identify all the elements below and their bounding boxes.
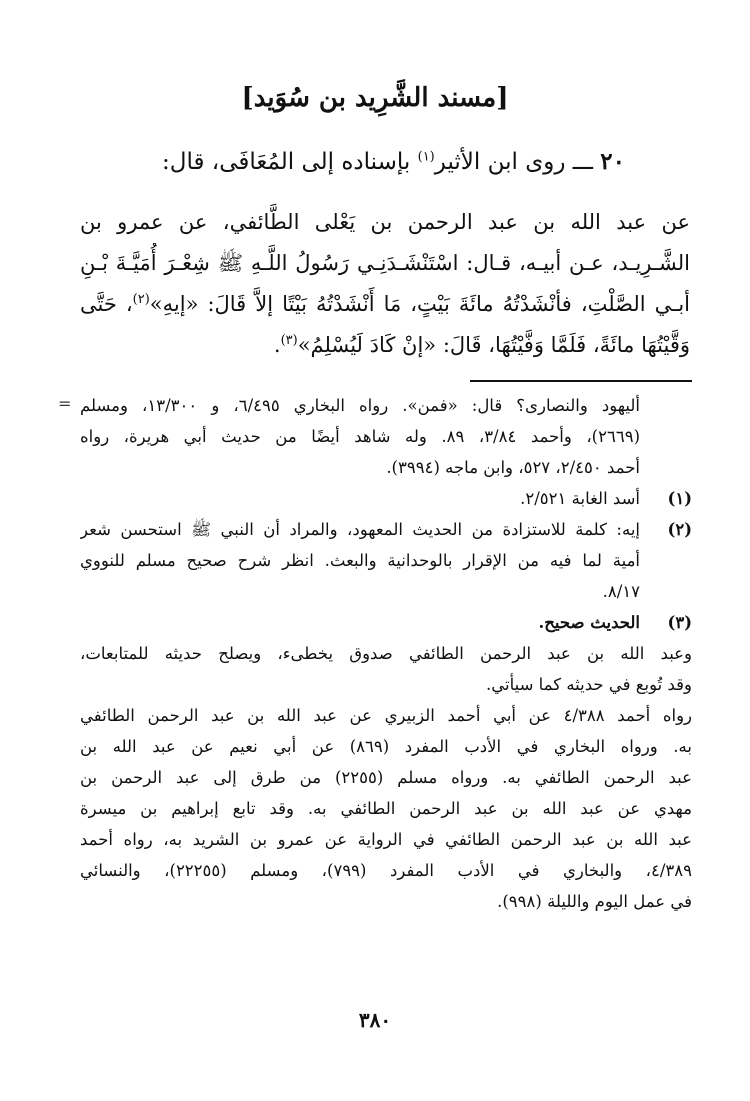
continued-line-3: أحمد ٢/٤٥٠، ٥٢٧، وابن ماجه (٣٩٩٤). <box>386 458 640 477</box>
hadith-text <box>80 202 690 366</box>
footnote-ref-2: (٢) <box>132 292 150 307</box>
footnote-2-number: (٢) <box>667 520 692 539</box>
footnote-3-line-8: ٤/٣٨٩، والبخاري في الأدب المفرد (٧٩٩)، ومسلم (٢٢٢٥٥)، والنسائي <box>80 861 692 880</box>
hadith-number: ٢٠ <box>600 148 625 175</box>
footnote-3-line-2: وقد تُوبع في حديثه كما سيأتي. <box>486 675 692 694</box>
footnote-ref-1: (١) <box>417 149 435 165</box>
footnote-3-line-9: في عمل اليوم والليلة (٩٩٨). <box>497 892 692 911</box>
hadith-line-3: أبـي الصَّلْتِ، فأنْشَدْتُهُ مائَةَ بَيْتٍ، مَا أَنْشَدْتُهُ بَيْتًا إلاَّ قَالَ: «إيهِ»$^{(٢)}$، حَتَّى <box>80 292 690 316</box>
footnote-2-line-1: إيه: كلمة للاستزادة من الحديث المعهود، والمراد أن النبي ﷺ استحسن شعر <box>80 520 640 539</box>
footnote-1-number: (١) <box>667 489 692 508</box>
footnote-separator <box>470 380 692 382</box>
hadith-line-2: الشَّـرِيـد، عـن أبيـه، قـال: اسْتَنْشَـدَنِـي رَسُولُ اللَّـهِ ﷺ شِعْـرَ أُمَيَّـةَ بْـنِ <box>80 251 690 275</box>
footnote-3-line-1: وعبد الله بن عبد الرحمن الطائفي صدوق يخطىء، ويصلح حديثه للمتابعات، <box>80 644 692 663</box>
footnote-3-number: (٣) <box>667 613 692 632</box>
footnote-2-line-3: ٨/١٧. <box>602 582 640 601</box>
intro-text-before: روى ابن الأثير <box>434 149 566 175</box>
footnote-3-line-7: عبد الله بن عبد الرحمن الطائفي في الرواية عن عمرو بن الشريد به، رواه أحمد <box>80 830 692 849</box>
intro-text-after: بإسناده إلى المُعَافَى، قال: <box>162 149 411 175</box>
footnote-3 <box>80 607 692 917</box>
footnote-3-line-5: عبد الرحمن الطائفي به. ورواه مسلم (٢٢٥٥) من طرق إلى عبد الرحمن بن <box>80 768 692 787</box>
hadith-intro <box>105 142 625 182</box>
page-number: ٣٨٠ <box>358 1008 392 1032</box>
footnote-3-line-3: رواه أحمد ٤/٣٨٨ عن أبي أحمد الزبيري عن عبد الله بن عبد الرحمن الطائفي <box>80 706 692 725</box>
footnote-ref-3: (٣) <box>280 333 298 348</box>
hadith-line-1: عن عبد الله بن عبد الرحمن بن يَعْلى الطَّائفي، عن عمرو بن <box>80 210 690 234</box>
continued-footnote <box>80 390 692 483</box>
footnote-3-head: الحديث صحيح. <box>538 613 640 632</box>
footnote-2-line-2: أمية لما فيه من الإقرار بالوحدانية والبعث. انظر شرح صحيح مسلم للنووي <box>80 551 640 570</box>
footnote-1 <box>80 483 692 514</box>
section-title: [مسند الشَّرِيد بن سُوَيد] <box>241 83 509 113</box>
continued-line-1: أليهود والنصارى؟ قال: «فمن». رواه البخاري ٦/٤٩٥، و ١٣/٣٠٠، ومسلم <box>80 396 640 415</box>
continuation-mark: = <box>58 394 72 413</box>
footnote-2 <box>80 514 692 607</box>
footnote-3-line-6: مهدي عن عبد الله بن عبد الرحمن الطائفي به. وقد تابع إبراهيم بن ميسرة <box>80 799 692 818</box>
intro-dash: ـــ <box>572 149 593 175</box>
footnotes <box>80 390 692 917</box>
hadith-line-4: وَقَّيْتُهَا مائَةً، فَلَمَّا وَفَّيْتُهَا، قَالَ: «إنْ كَادَ لَيُسْلِمُ»$^{(٣)}$. <box>273 333 690 357</box>
continued-line-2: (٢٦٦٩)، وأحمد ٣/٨٤، ٨٩. وله شاهد أيضًا من حديث أبي هريرة، رواه <box>80 427 640 446</box>
footnote-1-text: أسد الغابة ٢/٥٢١. <box>520 489 640 508</box>
footnote-3-line-4: به. ورواه البخاري في الأدب المفرد (٨٦٩) عن أبي نعيم عن عبد الله بن <box>80 737 692 756</box>
